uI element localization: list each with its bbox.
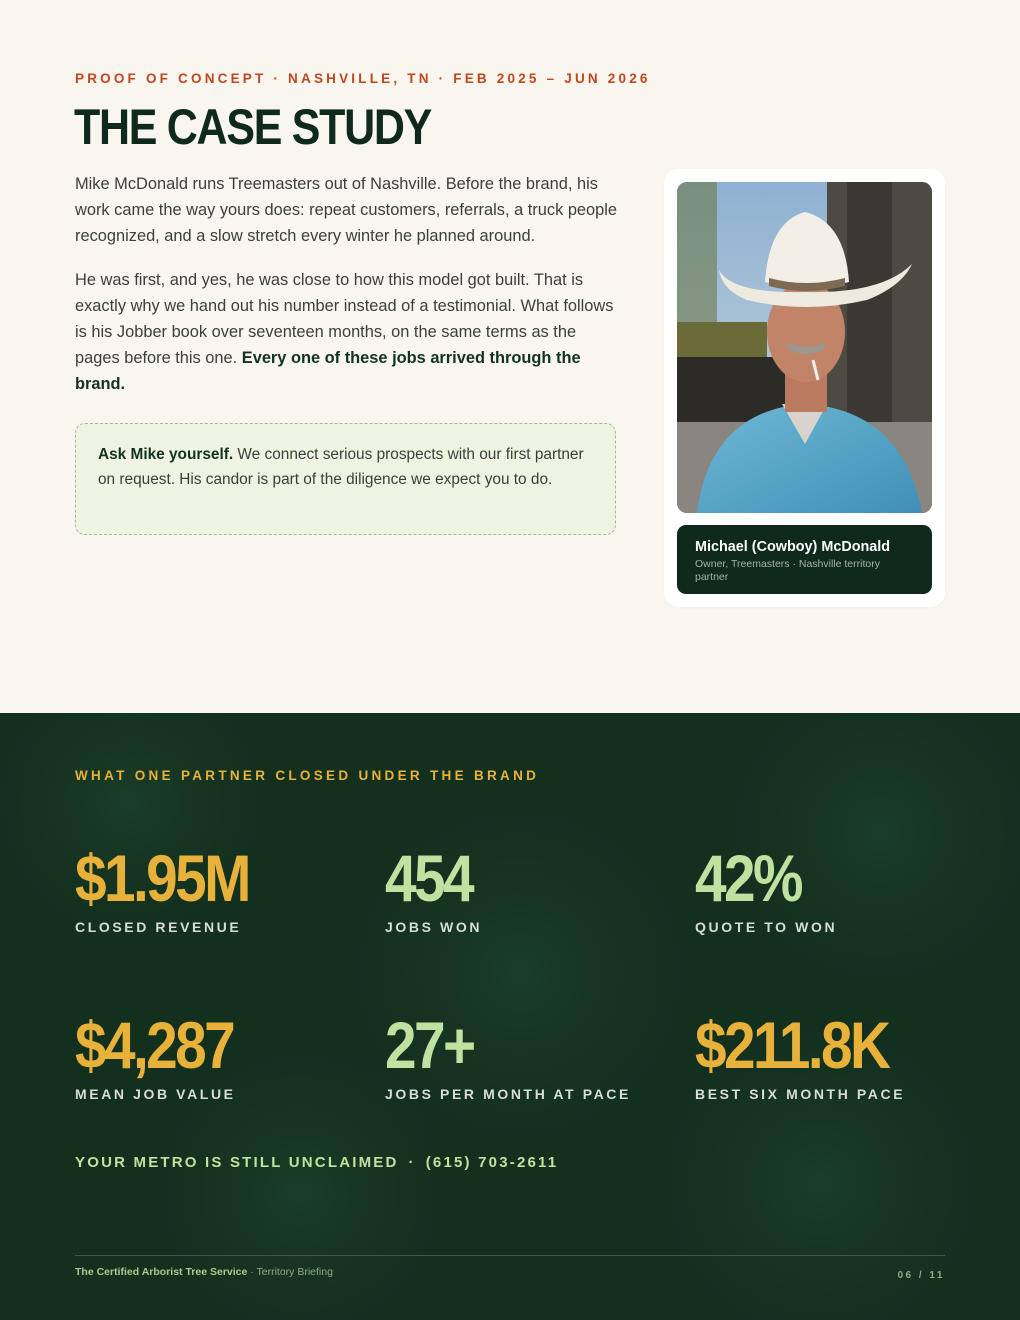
intro-paragraph-2 bbox=[75, 267, 623, 397]
cta-text: YOUR METRO IS STILL UNCLAIMED bbox=[75, 1154, 399, 1171]
intro-paragraph-2-text: He was first, and yes, he was close to how this model got built. That is exactly why we hand out his number instead of a testimonial. What follows is his Jobber book over seventeen months, on the same terms as the pages before this one. bbox=[75, 271, 614, 367]
page-title: THE CASE STUDY bbox=[74, 99, 432, 155]
stat-label: QUOTE TO WON bbox=[695, 919, 838, 935]
stat-jobs-per-month bbox=[385, 1010, 631, 1102]
footer-subtitle: · Territory Briefing bbox=[247, 1266, 333, 1278]
stat-label: MEAN JOB VALUE bbox=[75, 1086, 236, 1102]
stat-value: $1.95M bbox=[75, 841, 249, 915]
footer-brand-name: The Certified Arborist Tree Service bbox=[75, 1266, 248, 1278]
stat-quote-to-won bbox=[695, 843, 837, 935]
stat-label: JOBS WON bbox=[385, 919, 483, 935]
portrait-illustration bbox=[677, 182, 932, 513]
stat-jobs-won bbox=[385, 843, 486, 935]
callout-heading: Ask Mike yourself. bbox=[98, 446, 234, 463]
cta-separator: · bbox=[408, 1154, 416, 1171]
ask-mike-callout bbox=[75, 423, 616, 535]
stat-label: BEST SIX MONTH PACE bbox=[695, 1086, 906, 1102]
profile-photo bbox=[677, 182, 932, 513]
stat-value: 42% bbox=[695, 841, 801, 915]
profile-role: Owner, Treemasters · Nashville territory partner bbox=[695, 558, 880, 583]
footer-divider bbox=[75, 1255, 945, 1256]
intro-paragraph-2-emphasis: Every one of these jobs arrived through the brand. bbox=[75, 349, 581, 393]
stat-label: JOBS PER MONTH AT PACE bbox=[385, 1086, 631, 1102]
stat-mean-job-value bbox=[75, 1010, 259, 1102]
profile-name: Michael (Cowboy) McDonald bbox=[695, 539, 891, 555]
stat-closed-revenue bbox=[75, 843, 277, 935]
stat-label: CLOSED REVENUE bbox=[75, 919, 242, 935]
stat-value: 454 bbox=[385, 841, 472, 915]
section-label: WHAT ONE PARTNER CLOSED UNDER THE BRAND bbox=[75, 768, 540, 783]
phone-number[interactable]: (615) 703-2611 bbox=[425, 1154, 559, 1171]
stat-best-six-month-pace bbox=[695, 1010, 920, 1102]
stat-value: $211.8K bbox=[695, 1008, 889, 1082]
cta-line bbox=[75, 1154, 558, 1171]
page-number: 06 / 11 bbox=[897, 1270, 945, 1281]
profile-caption bbox=[677, 525, 932, 594]
stat-value: $4,287 bbox=[75, 1008, 234, 1082]
results-section bbox=[0, 713, 1020, 1320]
profile-card bbox=[664, 169, 945, 607]
intro-paragraph-1: Mike McDonald runs Treemasters out of Nashville. Before the brand, his work came the way yours does: repeat customers, referrals, a truck people recognized, and a slow stretch every winter he planned around. bbox=[75, 175, 618, 245]
eyebrow: PROOF OF CONCEPT · NASHVILLE, TN · FEB 2025 – JUN 2026 bbox=[75, 71, 651, 86]
callout-text: We connect serious prospects with our first partner on request. His candor is part of the diligence we expect you to do. bbox=[98, 446, 584, 488]
stat-value: 27+ bbox=[385, 1008, 474, 1082]
footer-brand bbox=[75, 1266, 333, 1278]
